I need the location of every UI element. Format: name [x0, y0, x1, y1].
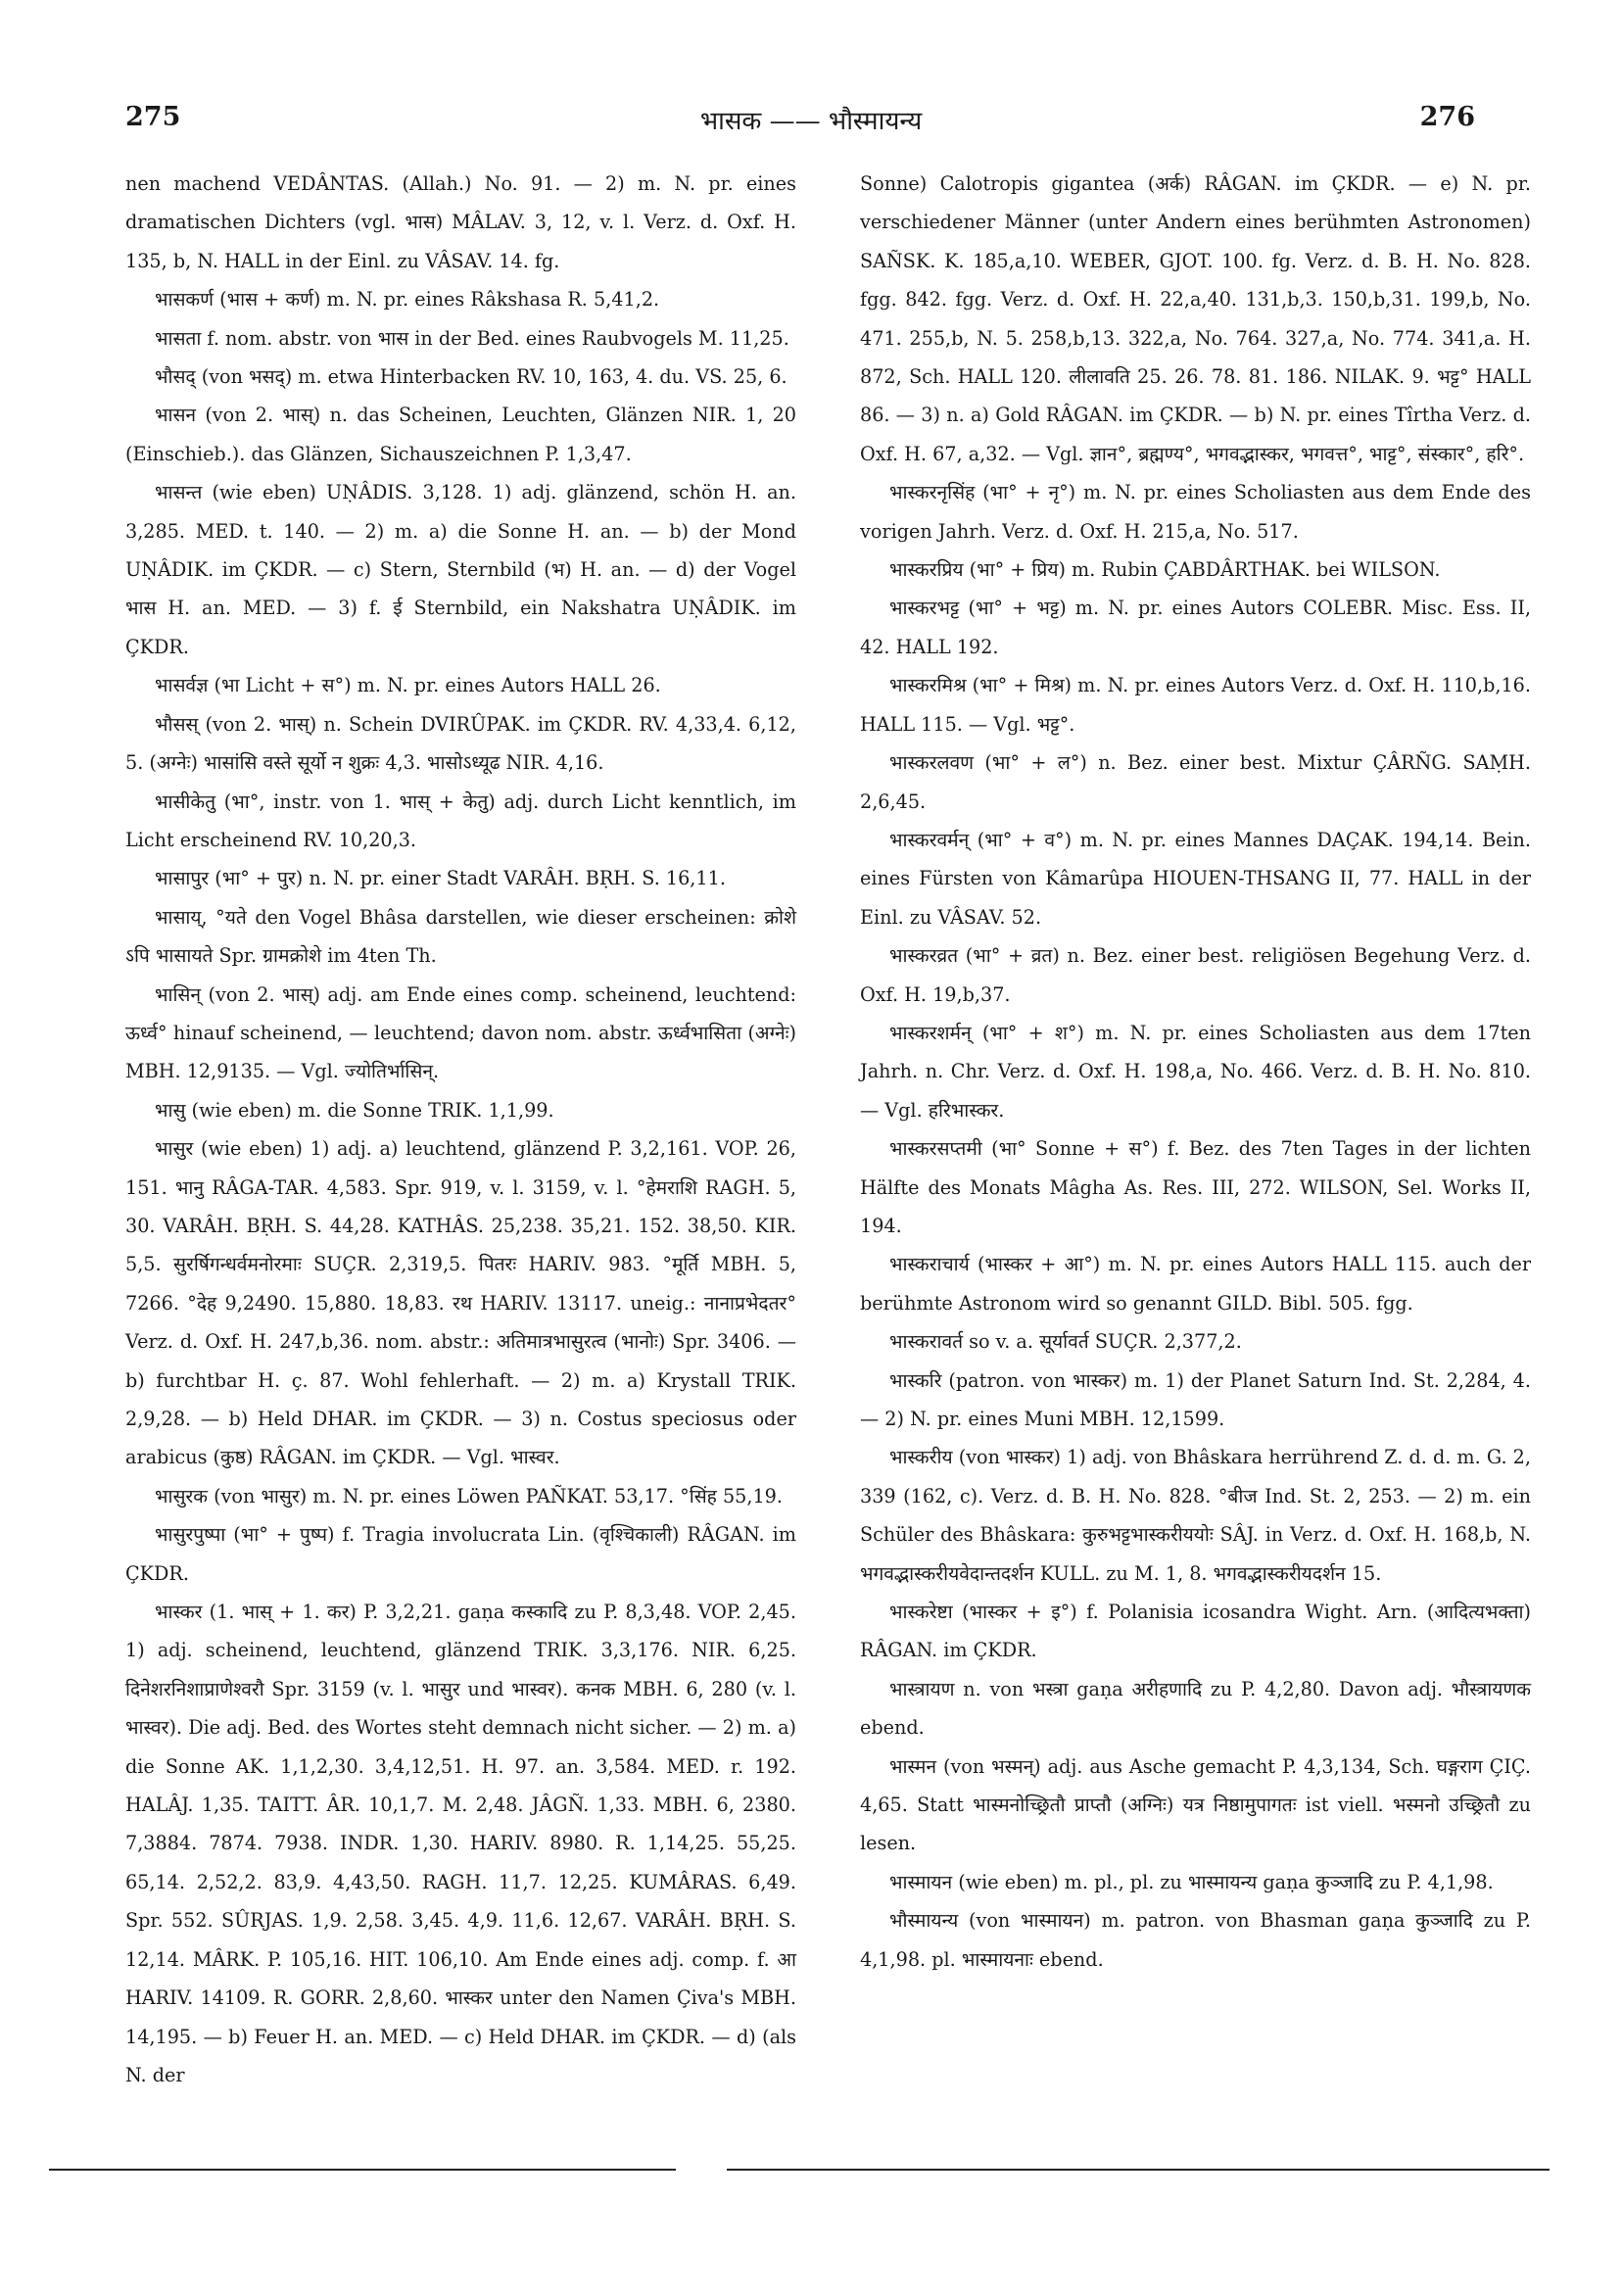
dictionary-entry: भासुरक (von भासुर) m. N. pr. eines Löwen PAÑKAT. 53,17. °सिंह 55,19. — [155, 1484, 783, 1507]
dictionary-entry: भासु (wie eben) m. die Sonne TRIK. 1,1,99. — [155, 1098, 554, 1122]
dictionary-entry: भास्करसप्तमी (भा° Sonne + स°) f. Bez. des 7ten Tages in der lichten Hälfte des Monats Mâgha As. Res. III, 272. WILSON, Sel. Works II, 194. — [860, 1137, 1531, 1237]
dictionary-entry: भासन्त (wie eben) UṆÂDIS. 3,128. 1) adj. glänzend, schön H. an. 3,285. MED. t. 140. — 2) m. a) die Sonne H. an. — b) der Mond UṆÂDIK. im ÇKDR. — c) Stern, Sternbild (भ) H. an. — d) der Vogel भास H. an. MED. — 3) f. ई Sternbild, ein Nakshatra UṆÂDIK. im ÇKDR. — [125, 481, 796, 658]
dictionary-entry: भास्करशर्मन् (भा° + श°) m. N. pr. eines Scholiasten aus dem 17ten Jahrh. n. Chr. Verz. d. Oxf. H. 198,a, No. 466. Verz. d. B. H. No. 810. — Vgl. हरिभास्कर. — [860, 1021, 1531, 1122]
dictionary-entry: भास्करव्रत (भा° + व्रत) n. Bez. einer best. religiösen Begehung Verz. d. Oxf. H. 19,b,37. — [860, 944, 1531, 1006]
dictionary-entry: भास्मायन (wie eben) m. pl., pl. zu भास्मायन्य gaṇa कुञ्जादि zu P. 4,1,98. — [889, 1870, 1494, 1893]
dictionary-entry: भासापुर (भा° + पुर) n. N. pr. einer Stadt VARÂH. BṚH. S. 16,11. — [155, 867, 726, 890]
footer-rule-right — [727, 2169, 1550, 2171]
dictionary-entry: भास्करभट्ट (भा° + भट्ट) m. N. pr. eines Autors COLEBR. Misc. Ess. II, 42. HALL 192. — [860, 597, 1531, 658]
dictionary-entry: भास्कर (1. भास् + 1. कर) P. 3,2,21. gaṇa कस्कादि zu P. 8,3,48. VOP. 2,45. 1) adj. scheinend, leuchtend, glänzend TRIK. 3,3,176. NIR. 6,25. दिनेशरनिशाप्राणेश्वरौ Spr. 3159 (v. l. भासुर und भास्वर). कनक MBH. 6, 280 (v. l. भास्वर). Die adj. Bed. des Wortes steht demnach nicht sicher. — 2) m. a) die Sonne AK. 1,1,2,30. 3,4,12,51. H. 97. an. 3,584. MED. r. 192. HALÂJ. 1,35. TAITT. ÂR. 10,1,7. M. 2,48. JÂGÑ. 1,33. MBH. 6, 2380. 7,3884. 7874. 7938. INDR. 1,30. HARIV. 8980. R. 1,14,25. 55,25. 65,14. 2,52,2. 83,9. 4,43,50. RAGH. 11,7. 12,25. KUMÂRAS. 6,49. Spr. 552. SÛRJAS. 1,9. 2,58. 3,45. 4,9. 11,6. 12,67. VARÂH. BṚH. S. 12,14. MÂRK. P. 105,16. HIT. 106,10. Am Ende eines adj. comp. f. आ HARIV. 14109. R. GORR. 2,8,60. भास्कर unter den Namen Çiva's MBH. 14,195. — b) Feuer H. an. MED. — c) Held DHAR. im ÇKDR. — d) (als N. der — [125, 1601, 796, 2086]
dictionary-entry: भास्करनृसिंह (भा° + नृ°) m. N. pr. eines Scholiasten aus dem Ende des vorigen Jahrh. Verz. d. Oxf. H. 215,a, No. 517. — [860, 481, 1531, 543]
dictionary-entry: भास्करवर्मन् (भा° + व°) m. N. pr. eines Mannes DAÇAK. 194,14. Bein. eines Fürsten von Kâmarûpa HIOUEN-THSANG II, 77. HALL in der Einl. zu VÂSAV. 52. — [860, 828, 1531, 929]
dictionary-entry: भास्कराचार्य (भास्कर + आ°) m. N. pr. eines Autors HALL 115. auch der berühmte Astronom wird so genannt GILD. Bibl. 505. fgg. — [860, 1253, 1531, 1315]
dictionary-entry: Sonne) Calotropis gigantea (अर्क) RÂGAN. im ÇKDR. — e) N. pr. verschiedener Männer (unter Andern eines berühmten Astronomen) SAÑSK. K. 185,a,10. WEBER, GJOT. 100. fg. Verz. d. B. H. No. 828. fgg. 842. fgg. Verz. d. Oxf. H. 22,a,40. 131,b,3. 150,b,31. 199,b, No. 471. 255,b, N. 5. 258,b,13. 322,a, No. 764. 327,a, No. 774. 341,a. H. 872, Sch. HALL 120. लीलावति 25. 26. 78. 81. 186. NILAK. 9. भट्ट° HALL 86. — 3) n. a) Gold RÂGAN. im ÇKDR. — b) N. pr. eines Tîrtha Verz. d. Oxf. H. 67, a,32. — Vgl. ज्ञान°, ब्रह्मण्य°, भगवद्भास्कर, भगवत्त°, भाट्ट°, संस्कार°, हरि°. — [860, 172, 1531, 465]
footer-rule-left — [49, 2169, 676, 2171]
dictionary-entry: भास्करि (patron. von भास्कर) m. 1) der Planet Saturn Ind. St. 2,284, 4. — 2) N. pr. eines Muni MBH. 12,1599. — [860, 1368, 1531, 1430]
dictionary-entry: भासुर (wie eben) 1) adj. a) leuchtend, glänzend P. 3,2,161. VOP. 26, 151. भानु RÂGA-TAR. 4,583. Spr. 919, v. l. 3159, v. l. °हेमराशि RAGH. 5, 30. VARÂH. BṚH. S. 44,28. KATHÂS. 25,238. 35,21. 152. 38,50. KIR. 5,5. सुरर्षिगन्धर्वमनोरमाः SUÇR. 2,319,5. पितरः HARIV. 983. °मूर्ति MBH. 5, 7266. °देह 9,2490. 15,880. 18,83. रथ HARIV. 13117. uneig.: नानाप्रभेदतर° Verz. d. Oxf. H. 247,b,36. nom. abstr.: अतिमात्रभासुरत्व (भानोः) Spr. 3406. — b) furchtbar H. ç. 87. Wohl fehlerhaft. — 2) m. a) Krystall TRIK. 2,9,28. — b) Held DHAR. im ÇKDR. — 3) n. Costus speciosus oder arabicus (कुष्ठ) RÂGAN. im ÇKDR. — Vgl. भास्वर. — [125, 1137, 796, 1469]
page-number-left: 275 — [125, 102, 181, 132]
dictionary-entry: भौस्मायन्य (von भास्मायन) m. patron. von Bhasman gaṇa कुञ्जादि zu P. 4,1,98. pl. भास्मायनाः ebend. — [860, 1909, 1531, 1971]
dictionary-entry: भासीकेतु (भा°, instr. von 1. भास् + केतु) adj. durch Licht kenntlich, im Licht erscheinend RV. 10,20,3. — [125, 789, 796, 851]
dictionary-entry: भासाय्, °यते den Vogel Bhâsa darstellen, wie dieser erscheinen: क्रोशे ऽपि भासायते Spr. ग्रामक्रोशे im 4ten Th. — [125, 905, 796, 968]
dictionary-entry: भास्करमिश्र (भा° + मिश्र) m. N. pr. eines Autors Verz. d. Oxf. H. 110,b,16. HALL 115. — Vgl. भट्ट°. — [860, 674, 1531, 736]
dictionary-entry: भास्मन (von भस्मन्) adj. aus Asche gemacht P. 4,3,134, Sch. घङ्गराग ÇIÇ. 4,65. Statt भास्मनोच्छ्रितौ प्राप्तौ (अग्निः) यत्र निष्ठामुपागतः ist viell. भस्मनो उच्छ्रितौ zu lesen. — [860, 1754, 1531, 1855]
dictionary-entry: भासन (von 2. भास्) n. das Scheinen, Leuchten, Glänzen NIR. 1, 20 (Einschieb.). das Glänzen, Sichauszeichnen P. 1,3,47. — [125, 404, 796, 465]
dictionary-entry: भासिन् (von 2. भास्) adj. am Ende eines comp. scheinend, leuchtend: ऊर्ध्व° hinauf scheinend, — leuchtend; davon nom. abstr. ऊर्ध्वभासिता (अग्नेः) MBH. 12,9135. — Vgl. ज्योतिर्भासिन्. — [125, 982, 796, 1083]
dictionary-entry: भास्करप्रिय (भा° + प्रिय) m. Rubin ÇABDÂRTHAK. bei WILSON. — [889, 558, 1441, 582]
dictionary-entry: भौसद् (von भसद्) m. etwa Hinterbacken RV. 10, 163, 4. du. VS. 25, 6. — [155, 365, 787, 389]
dictionary-entry: भासकर्ण (भास + कर्ण) m. N. pr. eines Râkshasa R. 5,41,2. — [155, 288, 660, 311]
dictionary-entry: भासुरपुष्पा (भा° + पुष्प) f. Tragia involucrata Lin. (वृश्चिकाली) RÂGAN. im ÇKDR. — [125, 1523, 796, 1585]
dictionary-entry: भासर्वज्ञ (भा Licht + स°) m. N. pr. eines Autors HALL 26. — [155, 674, 661, 697]
page-number-right: 276 — [1419, 102, 1475, 132]
dictionary-entry: nen machend VEDÂNTAS. (Allah.) No. 91. — 2) m. N. pr. eines dramatischen Dichters (vgl. भास) MÂLAV. 3, 12, v. l. Verz. d. Oxf. H. 135, b, N. HALL in der Einl. zu VÂSAV. 14. fg. — [125, 172, 796, 272]
running-header-title: भासक —— भौस्मायन्य — [699, 107, 923, 136]
dictionary-entry: भासता f. nom. abstr. von भास in der Bed. eines Raubvogels M. 11,25. — [155, 326, 789, 350]
left-column — [125, 165, 796, 2094]
dictionary-entry: भौसस् (von 2. भास्) n. Schein DVIRÛPAK. im ÇKDR. RV. 4,33,4. 6,12, 5. (अग्नेः) भासांसि वस्ते सूर्यो न शुक्रः 4,3. भासोऽध्यूढ NIR. 4,16. — [125, 712, 796, 775]
dictionary-entry: भास्करलवण (भा° + ल°) n. Bez. einer best. Mixtur ÇÂRÑG. SAṂH. 2,6,45. — [860, 751, 1531, 813]
dictionary-entry: भास्करावर्त so v. a. सूर्यावर्त SUÇR. 2,377,2. — [889, 1330, 1242, 1354]
right-column — [860, 165, 1531, 1979]
dictionary-entry: भास्करीय (von भास्कर) 1) adj. von Bhâskara herrührend Z. d. d. m. G. 2, 339 (162, c). Verz. d. B. H. No. 828. °बीज Ind. St. 2, 253. — 2) m. ein Schüler des Bhâskara: कुरुभट्टभास्करीययोः SÂJ. in Verz. d. Oxf. H. 168,b, N. भगवद्भास्करीयवेदान्तदर्शन KULL. zu M. 1, 8. भगवद्भास्करीयदर्शन 15. — [860, 1446, 1531, 1585]
dictionary-entry: भास्करेष्टा (भास्कर + इ°) f. Polanisia icosandra Wight. Arn. (आदित्यभक्ता) RÂGAN. im ÇKDR. — [860, 1601, 1531, 1662]
dictionary-entry: भास्त्रायण n. von भस्त्रा gaṇa अरीहणादि zu P. 4,2,80. Davon adj. भौस्त्रायणक ebend. — [860, 1677, 1531, 1740]
